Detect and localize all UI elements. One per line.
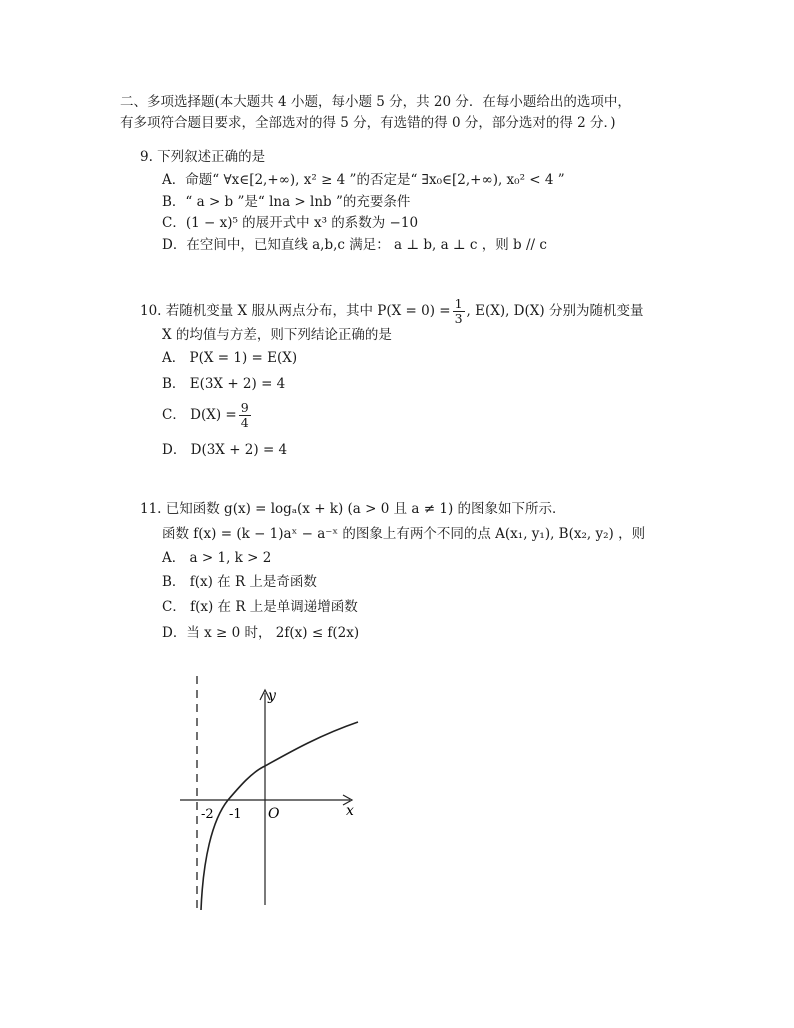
q9-option-c: C．(1 − x)⁵ 的展开式中 x³ 的系数为 −10	[162, 215, 419, 231]
section-header-line-1: 二、多项选择题(本大题共 4 小题，每小题 5 分，共 20 分．在每小题给出的选项中，	[120, 94, 631, 110]
section-header-line-2: 有多项符合题目要求，全部选对的得 5 分，有选错的得 0 分，部分选对的得 2 分．)	[120, 115, 616, 131]
tick-label-neg1: -1	[229, 807, 242, 822]
q10-option-b: B． E(3X + 2) = 4	[162, 376, 286, 392]
q10-stem-line-2: X 的均值与方差，则下列结论正确的是	[162, 327, 392, 343]
origin-label: O	[268, 806, 280, 822]
tick-label-neg2: -2	[201, 807, 214, 822]
q9-option-d: D．在空间中，已知直线 a,b,c 满足： a ⊥ b, a ⊥ c ，则 b // c	[162, 237, 547, 253]
q10-stem-pre: 10. 若随机变量 X 服从两点分布，其中 P(X = 0) =	[140, 303, 451, 319]
q9-option-b: B．“ a > b ”是“ lna > lnb ”的充要条件	[162, 194, 411, 210]
q11-option-c: C． f(x) 在 R 上是单调递增函数	[162, 599, 358, 615]
q11-option-b: B． f(x) 在 R 上是奇函数	[162, 574, 317, 590]
q10-stem-post: , E(X), D(X) 分别为随机变量	[466, 303, 644, 319]
x-axis-label: x	[346, 803, 354, 819]
q10-frac-den: 3	[454, 311, 463, 326]
q10-option-d: D． D(3X + 2) = 4	[162, 442, 288, 458]
q11-option-d: D．当 x ≥ 0 时， 2f(x) ≤ f(2x)	[162, 625, 360, 641]
q10-c-frac-den: 4	[240, 415, 249, 430]
q9-option-a: A．命题“ ∀x∈[2,+∞), x² ≥ 4 ”的否定是“ ∃x₀∈[2,+∞), x₀² < 4 ”	[162, 172, 565, 188]
q11-option-a: A． a > 1, k > 2	[162, 550, 272, 566]
log-curve	[201, 722, 358, 910]
q11-stem: 11. 已知函数 g(x) = logₐ(x + k) (a > 0 且 a ≠ 1) 的图象如下所示．	[140, 501, 566, 517]
q9-stem: 9. 下列叙述正确的是	[140, 149, 266, 165]
q10-option-a: A． P(X = 1) = E(X)	[162, 350, 298, 366]
q10-frac-num: 1	[454, 296, 463, 311]
q10-option-c-pre: C． D(X) =	[162, 407, 237, 423]
q11-stem-line-2: 函数 f(x) = (k − 1)aˣ − a⁻ˣ 的图象上有两个不同的点 A(x₁, y₁), B(x₂, y₂) ，则	[162, 526, 646, 542]
q10-c-frac-num: 9	[240, 400, 249, 415]
y-axis-label: y	[268, 688, 276, 704]
